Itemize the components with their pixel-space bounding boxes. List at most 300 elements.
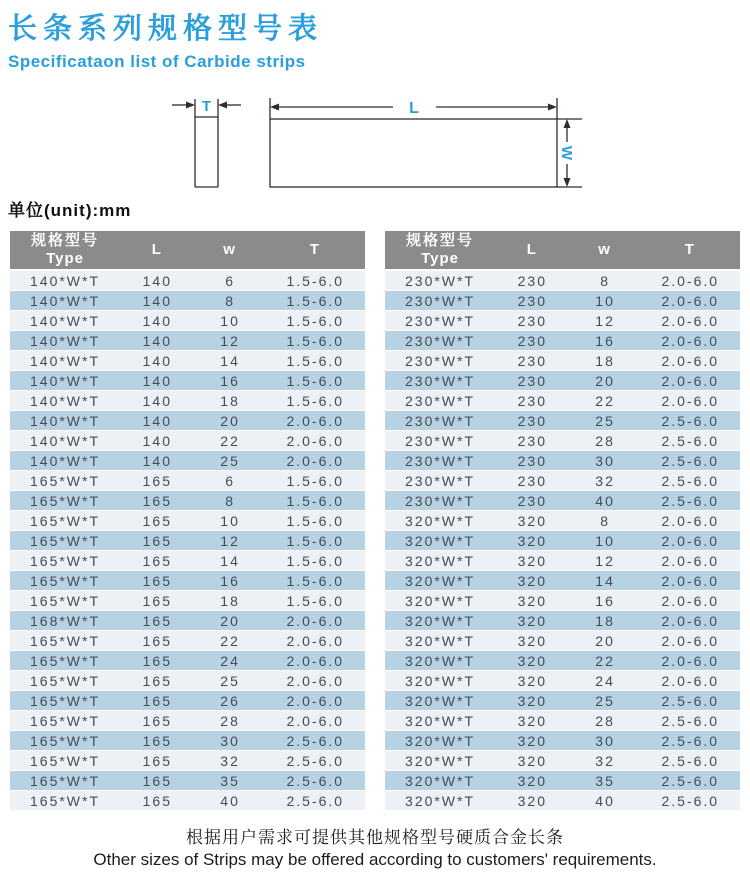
table-cell: 165 bbox=[120, 531, 195, 551]
table-cell: 16 bbox=[570, 591, 641, 611]
table-cell: 2.0-6.0 bbox=[641, 331, 740, 351]
table-cell: 165*W*T bbox=[10, 711, 120, 731]
table-cell: 2.0-6.0 bbox=[266, 711, 365, 731]
table-row bbox=[10, 291, 365, 311]
table-cell: 230 bbox=[495, 311, 570, 331]
table-cell: 2.5-6.0 bbox=[641, 751, 740, 771]
table-cell: 320 bbox=[495, 711, 570, 731]
table-row bbox=[385, 571, 740, 591]
table-cell: 165*W*T bbox=[10, 531, 120, 551]
table-cell: 320 bbox=[495, 731, 570, 751]
diagram-label-w: W bbox=[558, 145, 575, 161]
arrowhead-left-icon bbox=[270, 104, 279, 111]
table-cell: 320*W*T bbox=[385, 571, 495, 591]
table-cell: 2.0-6.0 bbox=[266, 451, 365, 471]
table-cell: 2.0-6.0 bbox=[641, 531, 740, 551]
table-row bbox=[385, 651, 740, 671]
table-cell: 32 bbox=[570, 471, 641, 491]
table-cell: 230 bbox=[495, 371, 570, 391]
table-cell: 16 bbox=[195, 571, 266, 591]
table-cell: 140*W*T bbox=[10, 311, 120, 331]
table-cell: 165*W*T bbox=[10, 671, 120, 691]
table-cell: 320*W*T bbox=[385, 591, 495, 611]
table-row bbox=[10, 471, 365, 491]
table-row bbox=[10, 711, 365, 731]
table-cell: 230*W*T bbox=[385, 431, 495, 451]
table-cell: 140 bbox=[120, 451, 195, 471]
table-cell: 12 bbox=[570, 551, 641, 571]
table-cell: 140 bbox=[120, 271, 195, 291]
table-cell: 230 bbox=[495, 491, 570, 511]
table-cell: 230*W*T bbox=[385, 271, 495, 291]
table-cell: 140 bbox=[120, 431, 195, 451]
table-cell: 320*W*T bbox=[385, 791, 495, 811]
table-cell: 2.5-6.0 bbox=[641, 471, 740, 491]
table-cell: 320 bbox=[495, 531, 570, 551]
table-cell: 30 bbox=[570, 731, 641, 751]
table-row bbox=[385, 551, 740, 571]
table-cell: 30 bbox=[195, 731, 266, 751]
table-cell: 2.5-6.0 bbox=[641, 431, 740, 451]
table-row bbox=[10, 511, 365, 531]
table-row bbox=[10, 431, 365, 451]
table-cell: 230 bbox=[495, 411, 570, 431]
table-cell: 230*W*T bbox=[385, 411, 495, 431]
table-cell: 2.0-6.0 bbox=[266, 411, 365, 431]
table-cell: 230*W*T bbox=[385, 291, 495, 311]
table-cell: 32 bbox=[570, 751, 641, 771]
table-cell: 2.0-6.0 bbox=[266, 671, 365, 691]
table-cell: 1.5-6.0 bbox=[266, 491, 365, 511]
table-cell: 2.5-6.0 bbox=[641, 791, 740, 811]
table-cell: 320*W*T bbox=[385, 751, 495, 771]
table-row bbox=[385, 451, 740, 471]
table-row bbox=[10, 551, 365, 571]
table-cell: 165*W*T bbox=[10, 591, 120, 611]
header-type-cn: 规格型号 bbox=[406, 232, 475, 249]
table-cell: 2.0-6.0 bbox=[641, 291, 740, 311]
table-cell: 6 bbox=[195, 271, 266, 291]
table-cell: 1.5-6.0 bbox=[266, 511, 365, 531]
table-cell: 14 bbox=[195, 351, 266, 371]
table-row bbox=[10, 571, 365, 591]
table-cell: 2.0-6.0 bbox=[641, 671, 740, 691]
table-cell: 10 bbox=[195, 311, 266, 331]
table-row bbox=[10, 771, 365, 791]
table-cell: 230 bbox=[495, 431, 570, 451]
table-cell: 140*W*T bbox=[10, 331, 120, 351]
table-cell: 165 bbox=[120, 511, 195, 531]
table-row bbox=[385, 271, 740, 291]
table-cell: 230*W*T bbox=[385, 471, 495, 491]
table-row bbox=[385, 671, 740, 691]
table-cell: 22 bbox=[195, 631, 266, 651]
table-cell: 165*W*T bbox=[10, 571, 120, 591]
table-cell: 32 bbox=[195, 751, 266, 771]
table-cell: 20 bbox=[570, 631, 641, 651]
table-cell: 8 bbox=[195, 491, 266, 511]
table-cell: 10 bbox=[570, 291, 641, 311]
table-cell: 2.5-6.0 bbox=[641, 691, 740, 711]
table-cell: 20 bbox=[195, 611, 266, 631]
header-t: T bbox=[641, 231, 740, 271]
table-row bbox=[385, 291, 740, 311]
table-cell: 320*W*T bbox=[385, 631, 495, 651]
table-row bbox=[10, 791, 365, 811]
table-cell: 320*W*T bbox=[385, 711, 495, 731]
table-cell: 165*W*T bbox=[10, 471, 120, 491]
table-cell: 140*W*T bbox=[10, 351, 120, 371]
table-cell: 25 bbox=[570, 411, 641, 431]
table-cell: 2.0-6.0 bbox=[641, 511, 740, 531]
strip-dimension-diagram bbox=[168, 94, 588, 194]
table-cell: 20 bbox=[570, 371, 641, 391]
table-cell: 25 bbox=[195, 671, 266, 691]
table-row bbox=[385, 691, 740, 711]
table-cell: 320*W*T bbox=[385, 531, 495, 551]
table-cell: 18 bbox=[195, 391, 266, 411]
table-cell: 2.0-6.0 bbox=[266, 611, 365, 631]
table-cell: 2.0-6.0 bbox=[641, 391, 740, 411]
table-cell: 165 bbox=[120, 731, 195, 751]
table-cell: 165 bbox=[120, 551, 195, 571]
table-cell: 320*W*T bbox=[385, 691, 495, 711]
table-row bbox=[385, 391, 740, 411]
table-cell: 1.5-6.0 bbox=[266, 571, 365, 591]
unit-label: 单位(unit):mm bbox=[8, 201, 132, 220]
table-row bbox=[385, 411, 740, 431]
table-row bbox=[10, 311, 365, 331]
table-cell: 40 bbox=[195, 791, 266, 811]
table-cell: 320 bbox=[495, 651, 570, 671]
table-cell: 2.0-6.0 bbox=[266, 431, 365, 451]
table-row bbox=[10, 591, 365, 611]
table-cell: 165*W*T bbox=[10, 631, 120, 651]
table-cell: 140 bbox=[120, 351, 195, 371]
table-cell: 165 bbox=[120, 771, 195, 791]
table-cell: 2.0-6.0 bbox=[641, 311, 740, 331]
table-body-right bbox=[385, 271, 740, 811]
table-cell: 2.0-6.0 bbox=[641, 651, 740, 671]
table-cell: 28 bbox=[570, 431, 641, 451]
table-row bbox=[385, 491, 740, 511]
table-cell: 230 bbox=[495, 391, 570, 411]
table-cell: 165 bbox=[120, 571, 195, 591]
table-cell: 230*W*T bbox=[385, 351, 495, 371]
table-cell: 35 bbox=[570, 771, 641, 791]
table-cell: 165*W*T bbox=[10, 691, 120, 711]
table-cell: 12 bbox=[195, 531, 266, 551]
table-cell: 2.0-6.0 bbox=[266, 631, 365, 651]
table-row bbox=[385, 771, 740, 791]
table-row bbox=[10, 651, 365, 671]
table-cell: 2.0-6.0 bbox=[641, 591, 740, 611]
table-row bbox=[385, 331, 740, 351]
table-row bbox=[10, 611, 365, 631]
table-cell: 20 bbox=[195, 411, 266, 431]
table-row bbox=[385, 431, 740, 451]
table-cell: 165 bbox=[120, 491, 195, 511]
table-cell: 140*W*T bbox=[10, 291, 120, 311]
table-cell: 230*W*T bbox=[385, 371, 495, 391]
footer-note bbox=[0, 823, 750, 870]
table-row bbox=[10, 331, 365, 351]
table-cell: 165 bbox=[120, 651, 195, 671]
table-row bbox=[385, 511, 740, 531]
page-subtitle: Specificataon list of Carbide strips bbox=[8, 52, 306, 71]
table-cell: 140*W*T bbox=[10, 391, 120, 411]
table-row bbox=[385, 791, 740, 811]
table-row bbox=[385, 711, 740, 731]
table-cell: 165 bbox=[120, 711, 195, 731]
table-row bbox=[10, 751, 365, 771]
table-cell: 320 bbox=[495, 771, 570, 791]
table-cell: 320*W*T bbox=[385, 651, 495, 671]
arrowhead-left-icon bbox=[218, 102, 227, 109]
table-cell: 26 bbox=[195, 691, 266, 711]
table-cell: 320 bbox=[495, 671, 570, 691]
table-cell: 8 bbox=[570, 271, 641, 291]
table-cell: 320 bbox=[495, 791, 570, 811]
table-cell: 320 bbox=[495, 591, 570, 611]
table-cell: 165*W*T bbox=[10, 751, 120, 771]
table-cell: 1.5-6.0 bbox=[266, 271, 365, 291]
table-cell: 18 bbox=[195, 591, 266, 611]
table-row bbox=[10, 531, 365, 551]
table-cell: 28 bbox=[570, 711, 641, 731]
table-cell: 320*W*T bbox=[385, 611, 495, 631]
table-cell: 2.5-6.0 bbox=[641, 771, 740, 791]
table-row bbox=[385, 531, 740, 551]
table-cell: 230 bbox=[495, 291, 570, 311]
table-cell: 24 bbox=[570, 671, 641, 691]
header-type bbox=[10, 231, 120, 271]
diagram-label-t: T bbox=[201, 98, 212, 115]
table-cell: 165 bbox=[120, 591, 195, 611]
table-cell: 165 bbox=[120, 471, 195, 491]
table-cell: 2.5-6.0 bbox=[641, 451, 740, 471]
table-cell: 230*W*T bbox=[385, 451, 495, 471]
table-row bbox=[385, 311, 740, 331]
table-row bbox=[385, 631, 740, 651]
table-row bbox=[10, 351, 365, 371]
table-cell: 230*W*T bbox=[385, 331, 495, 351]
table-cell: 2.0-6.0 bbox=[641, 631, 740, 651]
table-cell: 2.0-6.0 bbox=[641, 271, 740, 291]
table-cell: 18 bbox=[570, 611, 641, 631]
table-row bbox=[10, 671, 365, 691]
table-row bbox=[10, 691, 365, 711]
table-cell: 40 bbox=[570, 791, 641, 811]
table-cell: 165 bbox=[120, 791, 195, 811]
table-cell: 165*W*T bbox=[10, 511, 120, 531]
table-cell: 2.0-6.0 bbox=[641, 611, 740, 631]
table-row bbox=[10, 271, 365, 291]
table-cell: 2.5-6.0 bbox=[641, 411, 740, 431]
table-cell: 165 bbox=[120, 691, 195, 711]
page-title: 长条系列规格型号表 bbox=[8, 13, 324, 45]
table-cell: 14 bbox=[195, 551, 266, 571]
table-cell: 2.5-6.0 bbox=[641, 731, 740, 751]
table-cell: 1.5-6.0 bbox=[266, 531, 365, 551]
table-cell: 165*W*T bbox=[10, 551, 120, 571]
header-l: L bbox=[495, 231, 570, 271]
table-row bbox=[385, 471, 740, 491]
table-cell: 2.0-6.0 bbox=[641, 371, 740, 391]
table-cell: 165 bbox=[120, 751, 195, 771]
table-cell: 320 bbox=[495, 551, 570, 571]
table-cell: 25 bbox=[195, 451, 266, 471]
header-type-en: Type bbox=[421, 250, 459, 267]
table-cell: 16 bbox=[570, 331, 641, 351]
table-cell: 230 bbox=[495, 271, 570, 291]
diagram-label-l: L bbox=[409, 100, 419, 117]
table-row bbox=[385, 351, 740, 371]
table-cell: 230*W*T bbox=[385, 311, 495, 331]
table-cell: 140*W*T bbox=[10, 451, 120, 471]
table-row bbox=[10, 391, 365, 411]
header-w: w bbox=[195, 231, 266, 271]
spec-table-right bbox=[385, 231, 740, 811]
footer-note-en: Other sizes of Strips may be offered according to customers' requirements. bbox=[93, 850, 657, 869]
table-cell: 140*W*T bbox=[10, 371, 120, 391]
table-cell: 2.0-6.0 bbox=[641, 551, 740, 571]
header-l: L bbox=[120, 231, 195, 271]
table-row bbox=[10, 731, 365, 751]
table-cell: 320 bbox=[495, 571, 570, 591]
spec-tables bbox=[0, 231, 750, 811]
table-cell: 2.0-6.0 bbox=[266, 691, 365, 711]
table-cell: 320*W*T bbox=[385, 511, 495, 531]
spec-table-left bbox=[10, 231, 365, 811]
table-cell: 320*W*T bbox=[385, 731, 495, 751]
table-cell: 30 bbox=[570, 451, 641, 471]
table-cell: 165 bbox=[120, 611, 195, 631]
table-cell: 2.0-6.0 bbox=[266, 651, 365, 671]
table-cell: 230*W*T bbox=[385, 391, 495, 411]
table-cell: 2.5-6.0 bbox=[641, 711, 740, 731]
table-cell: 2.5-6.0 bbox=[641, 491, 740, 511]
table-row bbox=[10, 411, 365, 431]
table-cell: 320*W*T bbox=[385, 551, 495, 571]
table-cell: 1.5-6.0 bbox=[266, 311, 365, 331]
table-cell: 230 bbox=[495, 451, 570, 471]
table-cell: 24 bbox=[195, 651, 266, 671]
table-row bbox=[385, 371, 740, 391]
table-cell: 10 bbox=[570, 531, 641, 551]
table-cell: 320 bbox=[495, 751, 570, 771]
table-cell: 165*W*T bbox=[10, 771, 120, 791]
table-cell: 28 bbox=[195, 711, 266, 731]
arrowhead-down-icon bbox=[564, 178, 571, 187]
table-cell: 2.5-6.0 bbox=[266, 791, 365, 811]
table-cell: 230 bbox=[495, 351, 570, 371]
table-cell: 230*W*T bbox=[385, 491, 495, 511]
table-cell: 1.5-6.0 bbox=[266, 391, 365, 411]
table-cell: 320 bbox=[495, 511, 570, 531]
table-cell: 2.0-6.0 bbox=[641, 351, 740, 371]
table-cell: 12 bbox=[570, 311, 641, 331]
table-row bbox=[385, 591, 740, 611]
header-type-en: Type bbox=[46, 250, 84, 267]
table-cell: 8 bbox=[195, 291, 266, 311]
table-cell: 230 bbox=[495, 331, 570, 351]
table-cell: 1.5-6.0 bbox=[266, 551, 365, 571]
table-cell: 140 bbox=[120, 391, 195, 411]
arrowhead-right-icon bbox=[548, 104, 557, 111]
table-cell: 165*W*T bbox=[10, 731, 120, 751]
table-cell: 1.5-6.0 bbox=[266, 331, 365, 351]
table-cell: 140 bbox=[120, 331, 195, 351]
table-cell: 320*W*T bbox=[385, 671, 495, 691]
table-cell: 165*W*T bbox=[10, 491, 120, 511]
table-cell: 165*W*T bbox=[10, 791, 120, 811]
table-cell: 320*W*T bbox=[385, 771, 495, 791]
table-cell: 22 bbox=[195, 431, 266, 451]
table-cell: 140 bbox=[120, 291, 195, 311]
table-row bbox=[10, 631, 365, 651]
spec-sheet-page bbox=[0, 6, 750, 895]
table-cell: 35 bbox=[195, 771, 266, 791]
table-cell: 140 bbox=[120, 371, 195, 391]
table-row bbox=[10, 451, 365, 471]
table-cell: 2.0-6.0 bbox=[641, 571, 740, 591]
table-cell: 140*W*T bbox=[10, 411, 120, 431]
table-cell: 12 bbox=[195, 331, 266, 351]
table-row bbox=[10, 371, 365, 391]
table-cell: 16 bbox=[195, 371, 266, 391]
header-type bbox=[385, 231, 495, 271]
table-row bbox=[10, 491, 365, 511]
table-cell: 1.5-6.0 bbox=[266, 371, 365, 391]
table-cell: 22 bbox=[570, 651, 641, 671]
table-header-row bbox=[10, 231, 365, 271]
table-cell: 165*W*T bbox=[10, 651, 120, 671]
table-cell: 320 bbox=[495, 611, 570, 631]
table-cell: 40 bbox=[570, 491, 641, 511]
arrowhead-right-icon bbox=[186, 102, 195, 109]
table-cell: 1.5-6.0 bbox=[266, 291, 365, 311]
table-cell: 168*W*T bbox=[10, 611, 120, 631]
table-cell: 140*W*T bbox=[10, 431, 120, 451]
table-cell: 25 bbox=[570, 691, 641, 711]
table-cell: 1.5-6.0 bbox=[266, 591, 365, 611]
header-t: T bbox=[266, 231, 365, 271]
table-cell: 320 bbox=[495, 691, 570, 711]
table-cell: 320 bbox=[495, 631, 570, 651]
table-cell: 6 bbox=[195, 471, 266, 491]
table-row bbox=[385, 611, 740, 631]
table-cell: 22 bbox=[570, 391, 641, 411]
table-header-row bbox=[385, 231, 740, 271]
table-cell: 165 bbox=[120, 631, 195, 651]
table-cell: 1.5-6.0 bbox=[266, 351, 365, 371]
table-cell: 14 bbox=[570, 571, 641, 591]
table-cell: 140 bbox=[120, 411, 195, 431]
table-cell: 2.5-6.0 bbox=[266, 731, 365, 751]
table-row bbox=[385, 751, 740, 771]
table-cell: 230 bbox=[495, 471, 570, 491]
table-cell: 1.5-6.0 bbox=[266, 471, 365, 491]
arrowhead-up-icon bbox=[564, 119, 571, 128]
table-row bbox=[385, 731, 740, 751]
table-cell: 140*W*T bbox=[10, 271, 120, 291]
table-cell: 140 bbox=[120, 311, 195, 331]
table-cell: 8 bbox=[570, 511, 641, 531]
header-type-cn: 规格型号 bbox=[31, 232, 100, 249]
table-cell: 2.5-6.0 bbox=[266, 751, 365, 771]
footer-note-cn: 根据用户需求可提供其他规格型号硬质合金长条 bbox=[186, 828, 564, 847]
